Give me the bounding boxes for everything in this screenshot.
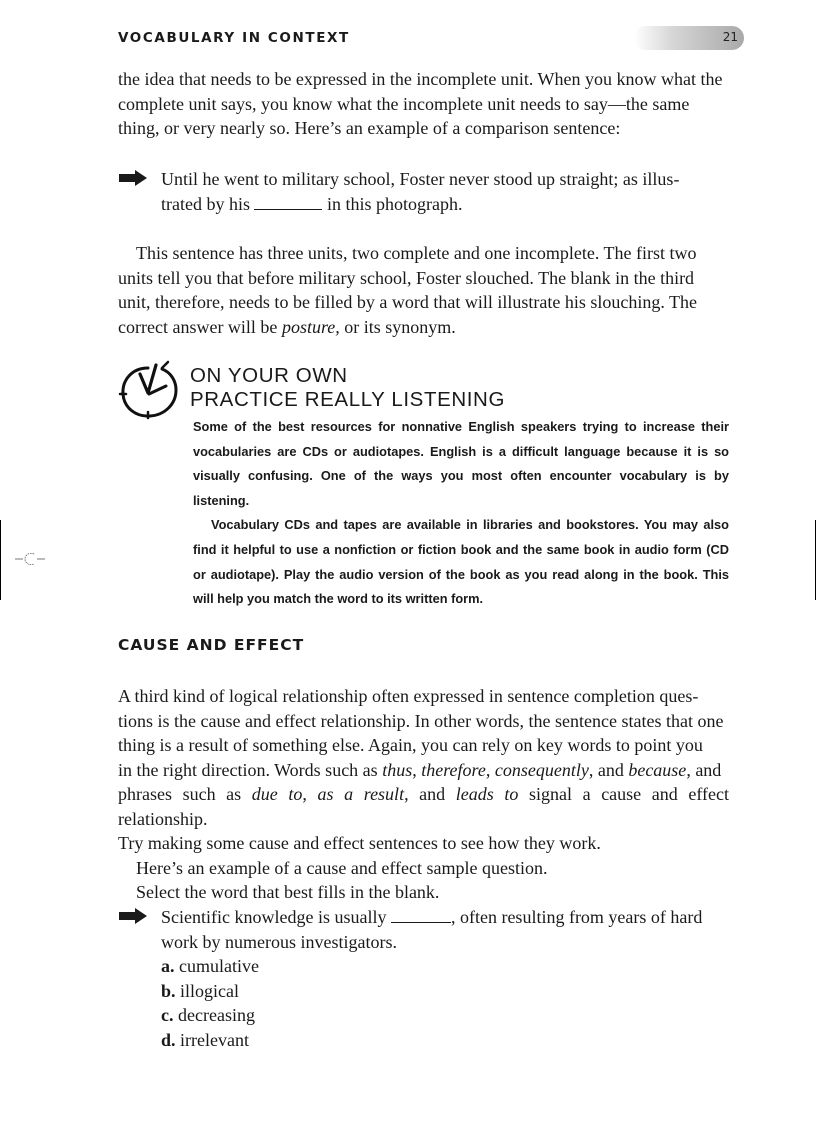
text-line: Try making some cause and effect sentences to see how they work.	[118, 833, 601, 853]
keyword: therefore	[421, 759, 486, 780]
example-question-2	[118, 905, 729, 1052]
answer-option-b	[161, 979, 729, 1004]
example-line: Until he went to military school, Foster never stood up straight; as illus-	[161, 169, 680, 189]
arrow-bullet-icon	[118, 907, 148, 925]
question-text: Scientific knowledge is usually	[161, 907, 391, 927]
question-text: work by numerous investigators.	[161, 931, 397, 952]
keyword: leads to	[455, 784, 519, 804]
explanation-paragraph	[118, 241, 729, 339]
keyword: as a result	[317, 784, 405, 804]
sidebar-title-line: ON YOUR OWN	[190, 364, 348, 387]
text-line: tions is the cause and effect relationship. In other words, the sentence states that one	[118, 710, 724, 731]
option-letter: d.	[161, 1029, 176, 1050]
text-line: thing, or very nearly so. Here’s an example of a comparison sentence:	[118, 118, 621, 138]
text-line: unit, therefore, needs to be filled by a word that will illustrate his slouching. The	[118, 292, 698, 312]
text-line: Select the word that best fills in the blank.	[136, 882, 440, 902]
intro-paragraph	[118, 67, 729, 141]
sidebar-title-line: PRACTICE REALLY LISTENING	[190, 388, 505, 411]
answer-option-d	[161, 1028, 729, 1053]
text-span: correct answer will be	[118, 316, 282, 337]
option-letter: b.	[161, 980, 176, 1001]
answer-blank	[391, 908, 451, 923]
option-text: decreasing	[173, 1005, 255, 1025]
answer-option-c	[161, 1003, 729, 1028]
example-sentence-1	[118, 167, 729, 216]
option-text: illogical	[175, 980, 239, 1001]
question-text: , often resulting from years of hard	[450, 907, 703, 927]
keyword: consequently	[494, 759, 589, 780]
text-span: ,	[412, 759, 422, 780]
keyword: because	[628, 759, 687, 780]
text-span: ,	[302, 784, 318, 804]
text-span: phrases such as	[118, 784, 252, 804]
text-line: thing is a result of something else. Again, you can rely on key words to point you	[118, 735, 703, 755]
running-head: VOCABULARY IN CONTEXT	[118, 30, 350, 46]
page-number-tab	[634, 26, 744, 50]
text-span: in the right direction. Words such as	[118, 759, 383, 780]
emphasized-word: posture,	[281, 316, 340, 337]
arrow-bullet-icon	[118, 169, 148, 187]
text-span: , and	[686, 759, 722, 780]
sidebar-paragraph: Vocabulary CDs and tapes are available in libraries and bookstores. You may also find it helpful to use a nonfiction or fiction book and the same book in audio form (CD or audiotape). Play the audio version of the book as you read along in the book. This will help you match the word to its written form.	[193, 517, 729, 607]
page-number: 21	[722, 30, 738, 44]
example-text: trated by his	[161, 193, 255, 214]
cause-effect-paragraph	[118, 684, 729, 905]
text-line: This sentence has three units, two complete and one incomplete. The first two	[136, 243, 697, 263]
clock-icon	[118, 360, 188, 420]
text-line: complete unit says, you know what the incomplete unit needs to say—the same	[118, 93, 690, 114]
text-line: units tell you that before military school, Foster slouched. The blank in the third	[118, 267, 695, 288]
text-span: signal a cause and effect relationship.	[118, 784, 729, 829]
sidebar-body	[193, 415, 729, 612]
text-span: or its synonym.	[339, 316, 456, 337]
sidebar-paragraph: Some of the best resources for nonnative English speakers trying to increase their vocabularies are CDs or audiotapes. English is a difficult language because it is so visually confusing. One of the ways you most often encounter vocabulary is by listening.	[193, 419, 729, 508]
option-text: irrelevant	[175, 1029, 249, 1050]
text-span: , and	[588, 759, 629, 780]
sidebar-title	[190, 364, 505, 412]
registration-mark-icon	[15, 551, 45, 567]
example-text: in this photograph.	[322, 193, 463, 214]
crop-mark-left	[0, 520, 1, 600]
option-letter: a.	[161, 956, 175, 976]
keyword: thus	[382, 759, 413, 780]
text-line: Here’s an example of a cause and effect sample question.	[136, 857, 548, 878]
text-span: ,	[485, 759, 495, 780]
option-letter: c.	[161, 1005, 174, 1025]
option-text: cumulative	[174, 956, 259, 976]
text-line: A third kind of logical relationship often expressed in sentence completion ques-	[118, 686, 699, 706]
text-span: , and	[404, 784, 456, 804]
text-line: the idea that needs to be expressed in the incomplete unit. When you know what the	[118, 69, 723, 89]
section-heading: CAUSE AND EFFECT	[118, 636, 305, 654]
answer-option-a	[161, 954, 729, 979]
answer-blank	[254, 195, 322, 210]
keyword: due to	[251, 784, 303, 804]
